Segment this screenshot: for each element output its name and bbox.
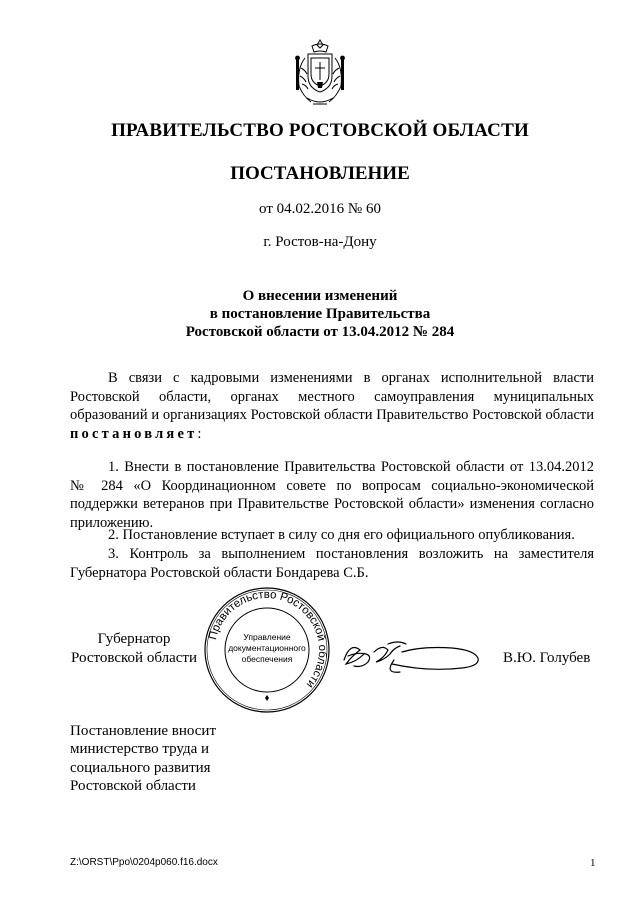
file-path: Z:\ORST\Ppo\0204p060.f16.docx — [70, 857, 218, 868]
decree-item-text: 1. Внести в постановление Правительства Ростовской области от 13.04.2012 № 284 «О Координационном совете по вопросам социально-экономической поддержки ветеранов при Правительстве Ростовской области» изменения согласно приложению. — [70, 459, 594, 531]
decree-colon: : — [197, 425, 202, 442]
intro-paragraph — [70, 369, 594, 443]
decree-item-text: 3. Контроль за выполнением постановления возложить на заместителя Губернатора Ростовской области Бондарева С.Б. — [70, 546, 594, 581]
signatory-name: В.Ю. Голубев — [503, 650, 591, 666]
decree-item-3 — [70, 545, 594, 582]
seal-inner-line: обеспечения — [241, 654, 293, 664]
round-seal-icon — [202, 585, 332, 715]
submission-note-line: Ростовской области — [70, 778, 196, 795]
handwritten-signature-icon — [340, 630, 482, 680]
document-type: ПОСТАНОВЛЕНИЕ — [230, 163, 410, 184]
decree-item-1 — [70, 458, 594, 532]
organization-title: ПРАВИТЕЛЬСТВО РОСТОВСКОЙ ОБЛАСТИ — [111, 120, 529, 141]
seal-inner-line: Управление — [243, 632, 291, 642]
subject-line: в постановление Правительства — [209, 306, 431, 322]
submission-note-line: социального развития — [70, 759, 211, 776]
decree-item-2 — [70, 526, 594, 545]
intro-text: В связи с кадровыми изменениями в органах исполнительной власти Ростовской области, органах местного самоуправления муниципальных образований и организациях Ростовской области Правительство Ростовской области — [70, 370, 594, 424]
subject-line: Ростовской области от 13.04.2012 № 284 — [185, 324, 455, 340]
decree-item-text: 2. Постановление вступает в силу со дня его официального опубликования. — [108, 527, 575, 543]
seal-inner-line: документационного — [228, 643, 306, 653]
coat-of-arms-icon — [291, 38, 349, 110]
signatory-position-line: Губернатор — [97, 631, 171, 647]
subject-line: О внесении изменений — [242, 288, 398, 304]
page-number: 1 — [590, 857, 596, 869]
submission-note-line: министерство труда и — [70, 741, 210, 758]
decree-word: постановляет — [70, 425, 198, 442]
submission-note-line: Постановление вносит — [70, 723, 217, 739]
document-city: г. Ростов-на-Дону — [263, 234, 377, 250]
signatory-position-line: Ростовской области — [71, 649, 197, 666]
document-subject — [0, 287, 640, 341]
submission-note — [70, 722, 270, 796]
document-date-number: от 04.02.2016 № 60 — [259, 201, 381, 217]
signatory-position — [70, 630, 198, 667]
seal-outer-text: Правительство Ростовской области — [207, 588, 329, 691]
